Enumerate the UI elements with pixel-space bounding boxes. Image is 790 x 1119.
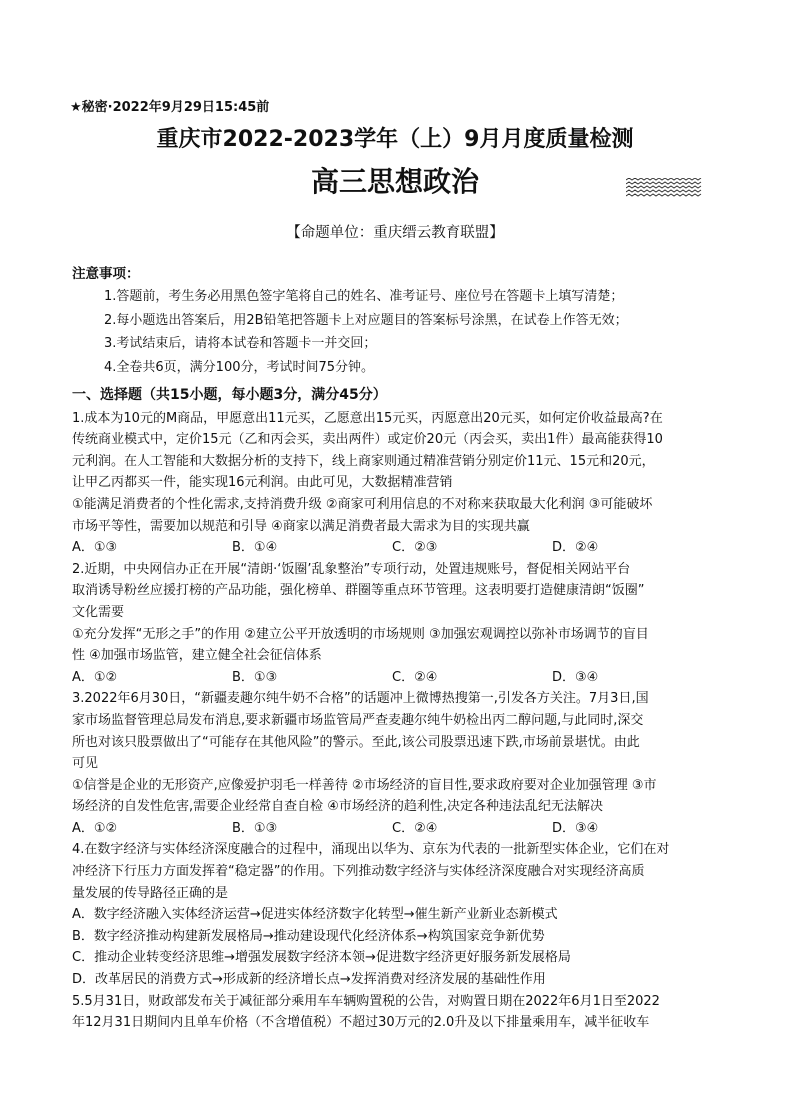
option-d: D．③④: [552, 669, 599, 685]
option-a: A．数字经济融入实体经济运营→促进实体经济数字化转型→催生新产业新业态新模式: [72, 907, 558, 923]
notice-item: 3.考试结束后，请将本试卷和答题卡一并交回；: [104, 336, 377, 351]
secret-label: ★秘密·2022年9月29日15:45前: [70, 100, 270, 115]
question-choice-line: 市场平等性，需要加以规范和引导 ④商家以满足消费者最大需求为目的实现共赢: [72, 518, 530, 534]
option-d: D．③④: [552, 820, 599, 836]
question-stem-line: 文化需要: [72, 604, 125, 620]
option-d: D．②④: [552, 540, 599, 556]
question-stem-line: 元利润。在人工智能和大数据分析的支持下，线上商家则通过精准营销分别定价11元、15元和20元，: [72, 453, 655, 469]
notice-item: 4.全卷共6页，满分100分，考试时间75分钟。: [104, 359, 375, 375]
question-4: [72, 839, 732, 990]
notice-item: 1.答题前，考生务必用黑色签字笔将自己的姓名、准考证号、座位号在答题卡上填写清楚；: [104, 289, 624, 304]
answer-options: [72, 537, 712, 559]
answer-options: [72, 667, 712, 689]
question-stem-line: 取消诱导粉丝应援打榜的产品功能，强化榜单、群圈等重点环节管理。这表明要打造健康清朗“饭圈”: [72, 583, 645, 599]
question-stem-line: 家市场监督管理总局发布消息,要求新疆市场监管局严查麦趣尔纯牛奶检出丙二醇问题,与此同时,深交: [72, 712, 644, 728]
question-stem-line: 让甲乙丙都买一件，能实现16元利润。由此可见，大数据精准营销: [72, 475, 453, 491]
question-2: [72, 559, 732, 689]
notice-title: 注意事项：: [72, 266, 140, 282]
question-stem-line: 1.成本为10元的M商品，甲愿意出11元买，乙愿意出15元买，丙愿意出20元买，如何定价收益最高?在: [72, 410, 663, 426]
exam-title: 重庆市2022-2023学年（上）9月月度质量检测: [156, 127, 634, 152]
option-a: A．①③: [72, 540, 118, 556]
option-c: C．②④: [392, 669, 438, 685]
questions-area: [72, 385, 732, 1034]
question-choice-line: ①能满足消费者的个性化需求,支持消费升级 ②商家可利用信息的不对称来获取最大化利润 ③可能破坏: [72, 496, 653, 512]
option-c: C．②③: [392, 540, 438, 556]
section-title: 一、选择题（共15小题，每小题3分，满分45分）: [72, 387, 387, 403]
option-a: A．①②: [72, 820, 118, 836]
option-b: B．①③: [232, 820, 278, 836]
option-b: B．数字经济推动构建新发展格局→推动建设现代化经济体系→构筑国家竞争新优势: [72, 928, 545, 944]
question-1: [72, 408, 732, 559]
question-choice-line: 场经济的自发性危害,需要企业经常自查自检 ④市场经济的趋利性,决定各种违法乱纪无法解决: [72, 799, 604, 815]
question-stem-line: 年12月31日期间内且单车价格（不含增值税）不超过30万元的2.0升及以下排量乘用车，减半征收车: [72, 1015, 650, 1031]
notice-list: [104, 285, 628, 379]
option-d: D．改革居民的消费方式→形成新的经济增长点→发挥消费对经济发展的基础性作用: [72, 972, 546, 988]
decorative-hatch: [626, 178, 702, 200]
answer-options: [72, 818, 712, 840]
hatch-pattern-icon: [626, 178, 702, 200]
option-c: C．②④: [392, 820, 438, 836]
question-stem-line: 5.5月31日，财政部发布关于减征部分乘用车车辆购置税的公告，对购置日期在2022年6月1日至2022: [72, 993, 660, 1009]
question-stem-line: 3.2022年6月30日，“新疆麦趣尔纯牛奶不合格”的话题冲上微博热搜第一,引发各方关注。7月3日,国: [72, 691, 649, 707]
question-stem-line: 量发展的传导路径正确的是: [72, 885, 229, 901]
question-choice-line: ①充分发挥“无形之手”的作用 ②建立公平开放透明的市场规则 ③加强宏观调控以弥补市场调节的盲目: [72, 626, 649, 642]
question-stem-line: 2.近期，中央网信办正在开展“清朗·‘饭圈’乱象整治”专项行动，处置违规账号，督促相关网站平台: [72, 561, 631, 577]
notice-item: 2.每小题选出答案后，用2B铅笔把答题卡上对应题目的答案标号涂黑，在试卷上作答无效；: [104, 312, 628, 328]
question-stem-line: 冲经济下行压力方面发挥着“稳定器”的作用。下列推动数字经济与实体经济深度融合对实现经济高质: [72, 864, 645, 880]
question-choice-line: 性 ④加强市场监管，建立健全社会征信体系: [72, 648, 322, 664]
issuing-unit: 【命题单位：重庆缙云教育联盟】: [286, 225, 504, 241]
question-stem-line: 所也对该只股票做出了“可能存在其他风险”的警示。至此,该公司股票迅速下跌,市场前景堪忧。由此: [72, 734, 640, 750]
option-a: A．①②: [72, 669, 118, 685]
question-5: [72, 991, 732, 1034]
option-b: B．①④: [232, 540, 278, 556]
question-3: [72, 688, 732, 839]
subject-title: 高三思想政治: [310, 165, 479, 198]
question-stem-line: 传统商业模式中，定价15元（乙和丙会买，卖出两件）或定价20元（丙会买，卖出1件）最高能获得10: [72, 432, 663, 448]
question-stem-line: 可见: [72, 756, 99, 772]
option-c: C．推动企业转变经济思维→增强发展数字经济本领→促进数字经济更好服务新发展格局: [72, 950, 571, 966]
option-b: B．①③: [232, 669, 278, 685]
question-choice-line: ①信誉是企业的无形资产,应像爱护羽毛一样善待 ②市场经济的盲目性,要求政府要对企业加强管理 ③市: [72, 777, 657, 793]
question-stem-line: 4.在数字经济与实体经济深度融合的过程中，涌现出以华为、京东为代表的一批新型实体企业，它们在对: [72, 842, 670, 858]
